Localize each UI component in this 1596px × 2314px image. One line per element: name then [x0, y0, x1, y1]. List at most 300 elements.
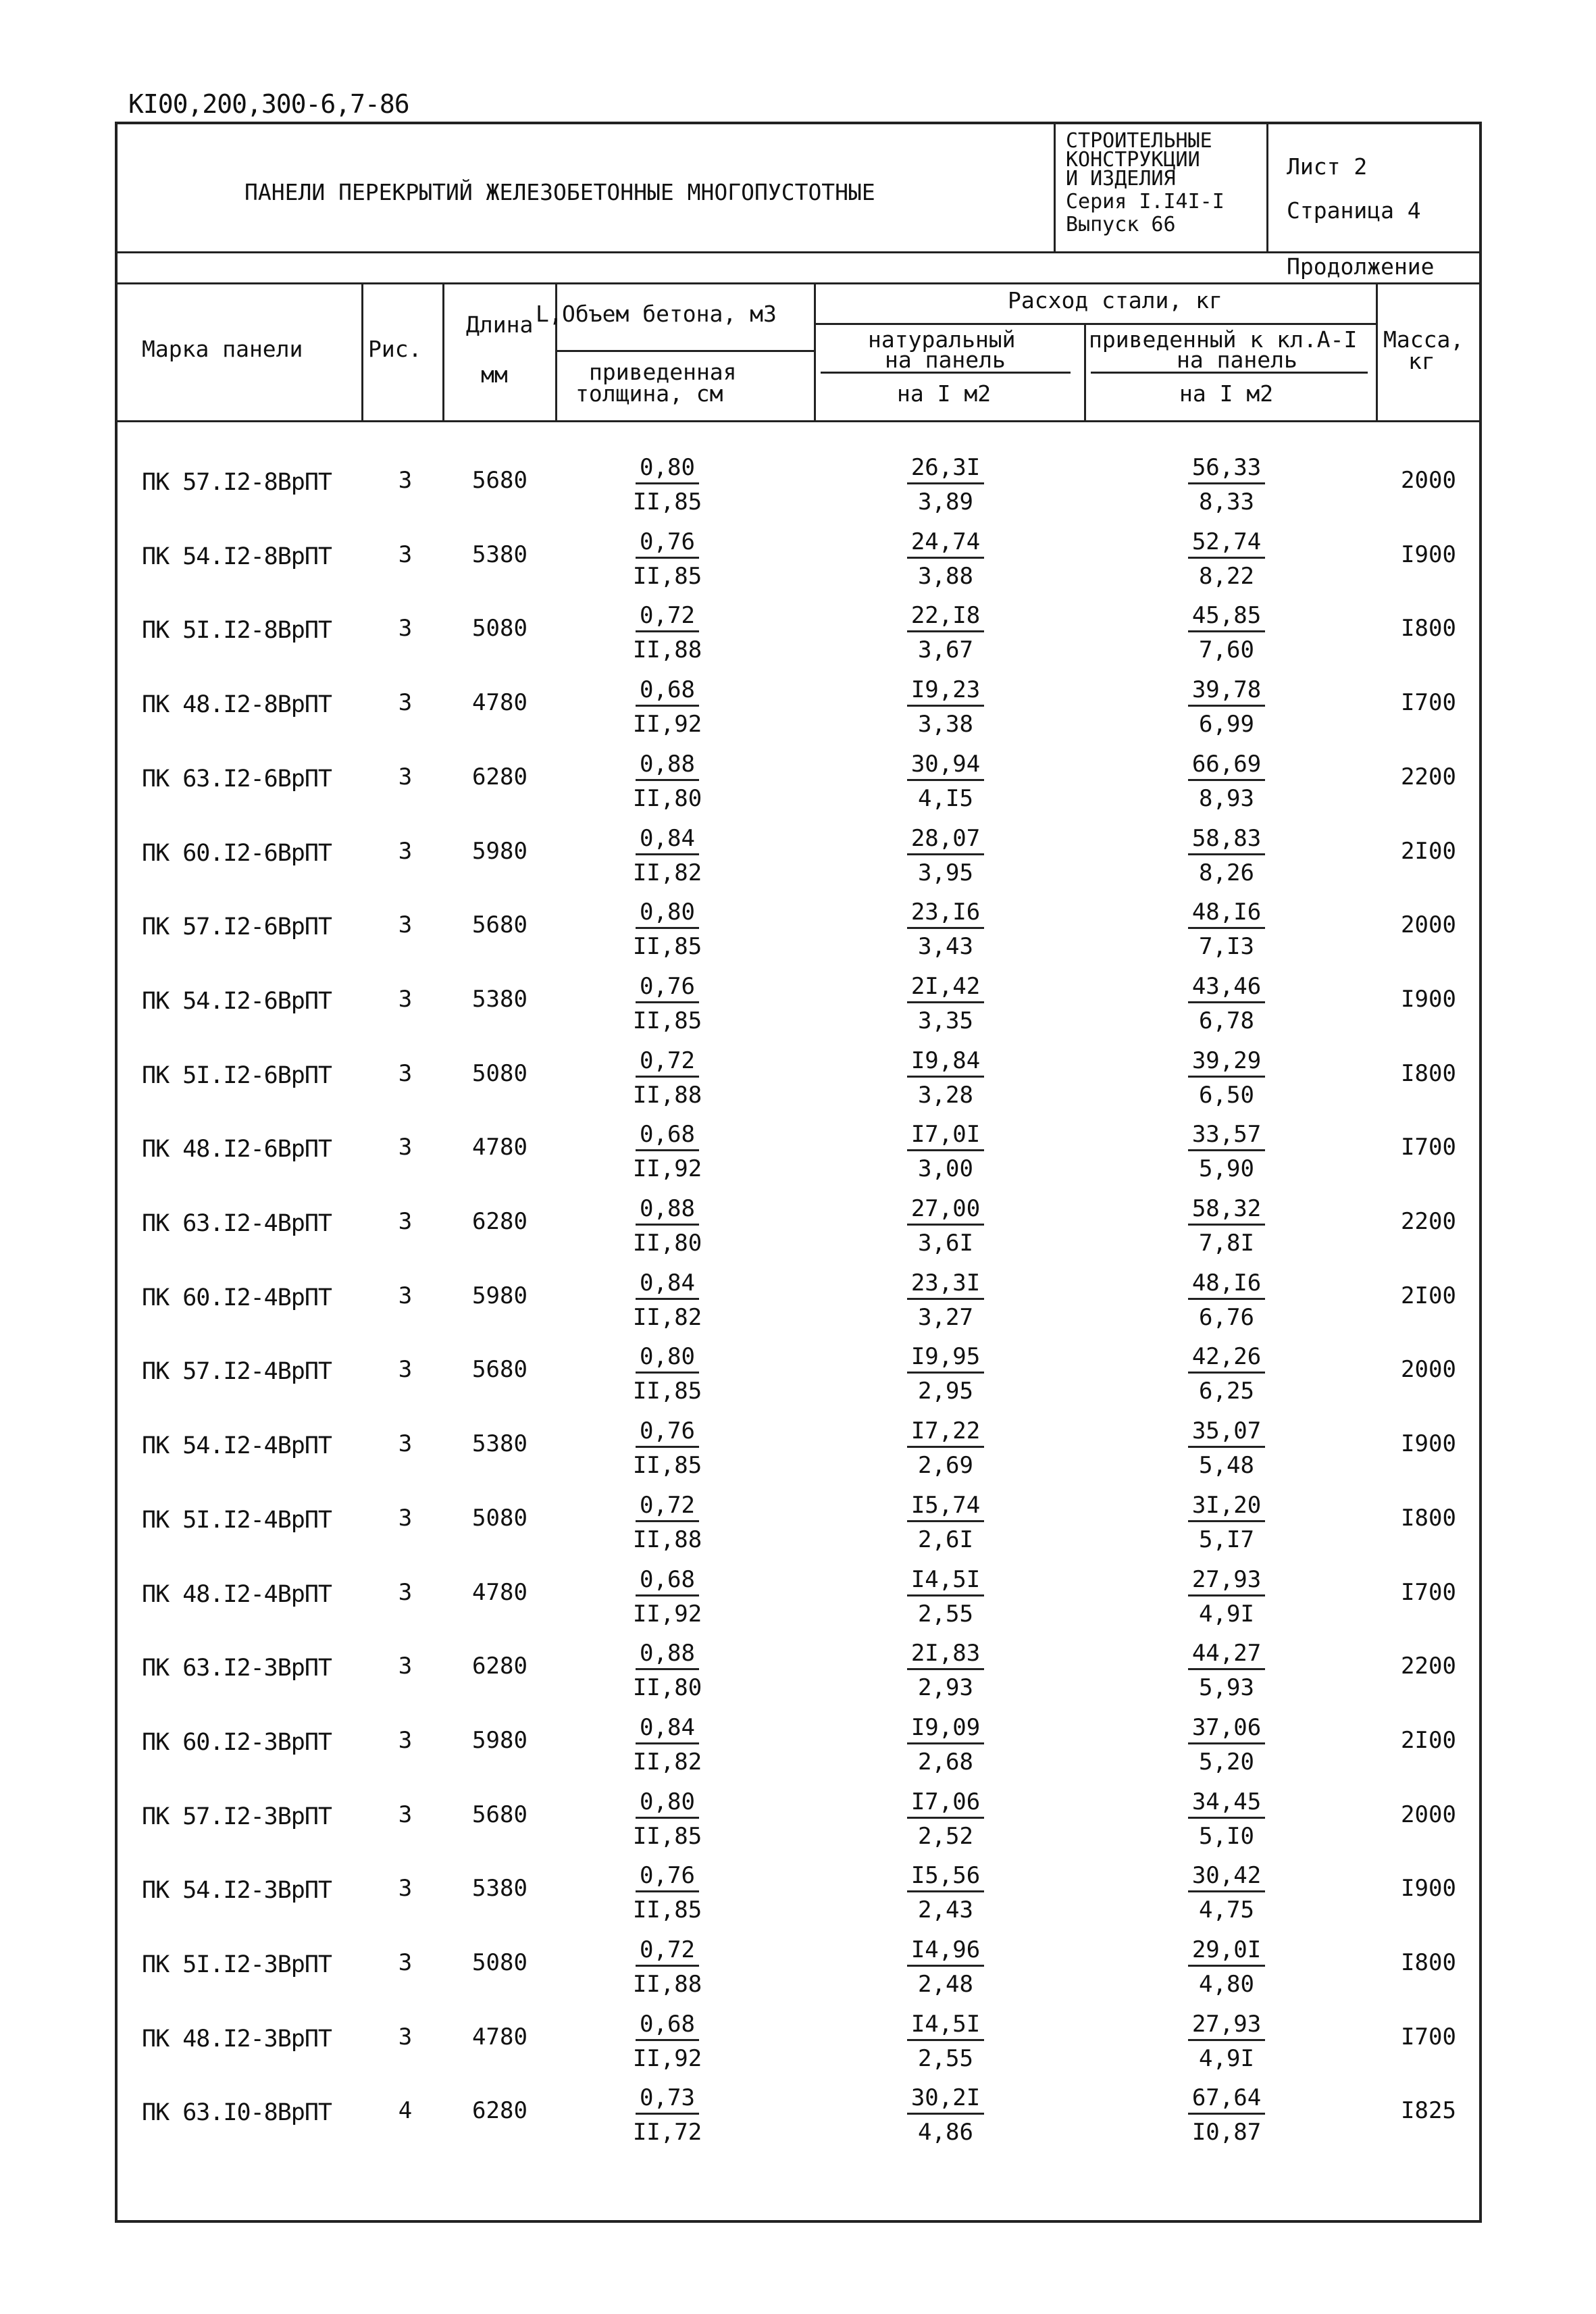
steel-reduced — [1159, 973, 1294, 1034]
series-line-2: КОНСТРУКЦИИ — [1066, 148, 1200, 172]
figure-number: 3 — [398, 1579, 413, 1606]
steel-natural-denominator: 2,55 — [918, 1601, 973, 1628]
concrete-volume — [600, 973, 735, 1034]
concrete-volume — [600, 825, 735, 886]
panel-length: 5980 — [472, 1282, 527, 1309]
steel-reduced-denominator: 5,I7 — [1199, 1526, 1254, 1553]
concrete-volume — [600, 1121, 735, 1182]
steel-reduced-denominator: 6,78 — [1199, 1007, 1254, 1034]
figure-number: 3 — [398, 1060, 413, 1087]
series-line-4: Серия I.I4I-I — [1066, 190, 1225, 213]
header-natural-2: на панель — [885, 347, 1006, 373]
steel-natural — [878, 676, 1013, 738]
steel-group-line — [814, 323, 1376, 325]
steel-natural-denominator: 3,43 — [918, 933, 973, 960]
concrete-volume — [600, 1936, 735, 1998]
panel-length: 5680 — [472, 467, 527, 494]
panel-mass: I800 — [1401, 615, 1456, 642]
panel-mark: ПК 5I.I2-6ВрПТ — [142, 1062, 332, 1089]
concrete-volume-denominator: II,80 — [632, 1230, 702, 1257]
panel-mark: ПК 63.I0-8ВрПТ — [142, 2099, 332, 2126]
steel-natural-denominator: 2,68 — [918, 1749, 973, 1776]
panel-mass: I825 — [1401, 2097, 1456, 2124]
concrete-volume-denominator: II,82 — [632, 859, 702, 886]
panel-mass: 2200 — [1401, 1208, 1456, 1235]
panel-mark: ПК 57.I2-6ВрПТ — [142, 913, 332, 940]
concrete-volume-denominator: II,85 — [632, 1452, 702, 1479]
concrete-volume-denominator: II,80 — [632, 785, 702, 812]
figure-number: 3 — [398, 1430, 413, 1457]
panel-length: 5980 — [472, 838, 527, 865]
steel-natural-numerator: 26,3I — [907, 454, 984, 484]
steel-reduced — [1159, 1566, 1294, 1628]
steel-reduced-numerator: 33,57 — [1188, 1121, 1265, 1151]
figure-number: 3 — [398, 1801, 413, 1828]
panel-mass: 2I00 — [1401, 838, 1456, 865]
document-title: ПАНЕЛИ ПЕРЕКРЫТИЙ ЖЕЛЕЗОБЕТОННЫЕ МНОГОПУСТОТНЫЕ — [244, 179, 875, 205]
header-natural-1: натуральный — [868, 326, 1016, 353]
concrete-volume — [600, 1269, 735, 1331]
concrete-volume — [600, 1195, 735, 1257]
panel-mark: ПК 60.I2-3ВрПТ — [142, 1729, 332, 1756]
steel-reduced-denominator: 7,60 — [1199, 636, 1254, 663]
panel-mass: I900 — [1401, 541, 1456, 568]
steel-reduced — [1159, 528, 1294, 590]
panel-mass: I900 — [1401, 1430, 1456, 1457]
header-length: Длина — [466, 311, 534, 338]
concrete-volume — [600, 1047, 735, 1109]
panel-length: 4780 — [472, 2023, 527, 2051]
concrete-volume-numerator: 0,68 — [636, 1566, 699, 1596]
steel-reduced-denominator: 4,75 — [1199, 1896, 1254, 1923]
figure-number: 3 — [398, 763, 413, 790]
steel-reduced-denominator: 5,I0 — [1199, 1823, 1254, 1850]
steel-reduced — [1159, 1788, 1294, 1850]
steel-natural — [878, 1195, 1013, 1257]
steel-natural-denominator: 4,I5 — [918, 785, 973, 812]
steel-natural — [878, 1047, 1013, 1109]
steel-natural-numerator: 28,07 — [907, 825, 984, 855]
panel-mass: 2I00 — [1401, 1282, 1456, 1309]
steel-natural-denominator: 3,6I — [918, 1230, 973, 1257]
concrete-volume-numerator: 0,68 — [636, 2011, 699, 2041]
panel-length: 4780 — [472, 1134, 527, 1161]
concrete-volume-numerator: 0,72 — [636, 1492, 699, 1522]
figure-number: 4 — [398, 2097, 413, 2124]
steel-natural — [878, 1714, 1013, 1776]
concrete-volume-numerator: 0,72 — [636, 1936, 699, 1967]
steel-natural-numerator: I4,5I — [907, 1566, 984, 1596]
steel-reduced-denominator: 5,93 — [1199, 1674, 1254, 1701]
steel-reduced-denominator: 6,25 — [1199, 1378, 1254, 1405]
concrete-volume — [600, 1492, 735, 1553]
steel-natural — [878, 2011, 1013, 2072]
sheet-number: Лист 2 — [1287, 153, 1368, 180]
steel-reduced-numerator: 37,06 — [1188, 1714, 1265, 1744]
steel-natural — [878, 973, 1013, 1034]
steel-natural — [878, 2084, 1013, 2146]
steel-reduced-numerator: 66,69 — [1188, 751, 1265, 781]
steel-reduced — [1159, 1936, 1294, 1998]
steel-reduced — [1159, 1417, 1294, 1479]
steel-reduced-denominator: 5,48 — [1199, 1452, 1254, 1479]
concrete-volume — [600, 2084, 735, 2146]
panel-mark: ПК 57.I2-4ВрПТ — [142, 1358, 332, 1385]
figure-number: 3 — [398, 2023, 413, 2051]
header-length-symbol: L, — [536, 301, 563, 327]
concrete-volume-denominator: II,85 — [632, 563, 702, 590]
header-thickness-1: приведенная — [589, 359, 737, 385]
panel-mark: ПК 54.I2-3ВрПТ — [142, 1877, 332, 1904]
panel-length: 5380 — [472, 1430, 527, 1457]
steel-natural-numerator: I9,95 — [907, 1343, 984, 1374]
header-volume: Объем бетона, м3 — [562, 301, 777, 327]
figure-number: 3 — [398, 615, 413, 642]
steel-natural — [878, 1492, 1013, 1553]
panel-mark: ПК 60.I2-4ВрПТ — [142, 1284, 332, 1311]
header-bottom-line — [115, 420, 1482, 422]
steel-reduced — [1159, 751, 1294, 812]
panel-mass: I700 — [1401, 1579, 1456, 1606]
steel-reduced-numerator: 45,85 — [1188, 602, 1265, 632]
figure-number: 3 — [398, 541, 413, 568]
panel-length: 5080 — [472, 1060, 527, 1087]
concrete-volume — [600, 1788, 735, 1850]
series-line-5: Выпуск 66 — [1066, 213, 1176, 236]
steel-reduced-denominator: 8,93 — [1199, 785, 1254, 812]
figure-number: 3 — [398, 1356, 413, 1383]
panel-mark: ПК 5I.I2-8ВрПТ — [142, 617, 332, 644]
steel-natural-denominator: 2,48 — [918, 1971, 973, 1998]
header-mass-1: Масса, — [1383, 326, 1464, 353]
concrete-volume-numerator: 0,68 — [636, 676, 699, 707]
figure-number: 3 — [398, 1727, 413, 1754]
concrete-volume-numerator: 0,73 — [636, 2084, 699, 2115]
steel-natural-denominator: 3,27 — [918, 1304, 973, 1331]
figure-number: 3 — [398, 986, 413, 1013]
panel-mark: ПК 48.I2-4ВрПТ — [142, 1581, 332, 1608]
figure-number: 3 — [398, 1653, 413, 1680]
steel-natural-numerator: 2I,42 — [907, 973, 984, 1003]
concrete-volume-numerator: 0,88 — [636, 1640, 699, 1670]
col-divider-natural — [814, 282, 816, 420]
panel-length: 5380 — [472, 1875, 527, 1902]
steel-natural-numerator: 24,74 — [907, 528, 984, 559]
steel-natural-denominator: 3,38 — [918, 711, 973, 738]
figure-number: 3 — [398, 1282, 413, 1309]
steel-reduced-denominator: 4,9I — [1199, 1601, 1254, 1628]
concrete-volume-numerator: 0,80 — [636, 899, 699, 929]
panel-mark: ПК 57.I2-3ВрПТ — [142, 1803, 332, 1830]
concrete-volume-numerator: 0,88 — [636, 1195, 699, 1226]
col-divider-reduced — [1084, 323, 1086, 420]
panel-mass: I900 — [1401, 986, 1456, 1013]
steel-reduced — [1159, 1714, 1294, 1776]
steel-reduced-numerator: 43,46 — [1188, 973, 1265, 1003]
concrete-volume-denominator: II,88 — [632, 1082, 702, 1109]
steel-reduced-denominator: 8,26 — [1199, 859, 1254, 886]
steel-reduced — [1159, 454, 1294, 515]
continuation-line — [115, 282, 1482, 284]
panel-mark: ПК 63.I2-6ВрПТ — [142, 765, 332, 793]
panel-length: 5680 — [472, 911, 527, 938]
panel-length: 6280 — [472, 2097, 527, 2124]
steel-reduced — [1159, 2011, 1294, 2072]
continuation-label: Продолжение — [1287, 253, 1435, 280]
concrete-volume-numerator: 0,68 — [636, 1121, 699, 1151]
concrete-volume-denominator: II,88 — [632, 1526, 702, 1553]
panel-length: 6280 — [472, 1208, 527, 1235]
concrete-volume-denominator: II,82 — [632, 1304, 702, 1331]
panel-mark: ПК 63.I2-4ВрПТ — [142, 1210, 332, 1237]
col-divider-fig — [361, 282, 363, 420]
steel-natural — [878, 1269, 1013, 1331]
steel-natural-numerator: I7,06 — [907, 1788, 984, 1819]
volume-sub-line — [555, 350, 814, 352]
steel-natural-denominator: 3,88 — [918, 563, 973, 590]
steel-natural-denominator: 3,89 — [918, 488, 973, 515]
concrete-volume — [600, 1566, 735, 1628]
concrete-volume-numerator: 0,72 — [636, 602, 699, 632]
header-steel: Расход стали, кг — [1008, 287, 1222, 313]
steel-natural-numerator: I5,56 — [907, 1862, 984, 1892]
panel-mark: ПК 5I.I2-3ВрПТ — [142, 1951, 332, 1978]
steel-natural-numerator: 23,I6 — [907, 899, 984, 929]
concrete-volume-denominator: II,85 — [632, 1378, 702, 1405]
steel-natural-denominator: 2,6I — [918, 1526, 973, 1553]
concrete-volume — [600, 528, 735, 590]
steel-reduced — [1159, 1269, 1294, 1331]
steel-natural-numerator: I5,74 — [907, 1492, 984, 1522]
header-reduced-2: на панель — [1177, 347, 1297, 373]
steel-reduced-numerator: 30,42 — [1188, 1862, 1265, 1892]
steel-reduced — [1159, 1640, 1294, 1701]
header-thickness-2: толщина, см — [575, 380, 723, 407]
panel-mass: 2200 — [1401, 1653, 1456, 1680]
steel-natural-numerator: 2I,83 — [907, 1640, 984, 1670]
concrete-volume — [600, 1862, 735, 1923]
concrete-volume — [600, 454, 735, 515]
steel-reduced-denominator: 4,80 — [1199, 1971, 1254, 1998]
steel-reduced-numerator: 27,93 — [1188, 2011, 1265, 2041]
concrete-volume-denominator: II,85 — [632, 488, 702, 515]
concrete-volume-numerator: 0,80 — [636, 1788, 699, 1819]
concrete-volume-numerator: 0,84 — [636, 825, 699, 855]
steel-natural-numerator: I7,22 — [907, 1417, 984, 1448]
concrete-volume — [600, 751, 735, 812]
steel-natural-numerator: I7,0I — [907, 1121, 984, 1151]
panel-mark: ПК 5I.I2-4ВрПТ — [142, 1507, 332, 1534]
figure-number: 3 — [398, 1949, 413, 1976]
header-mark: Марка панели — [142, 336, 303, 362]
steel-natural — [878, 454, 1013, 515]
concrete-volume-denominator: II,85 — [632, 1896, 702, 1923]
steel-reduced-numerator: 58,32 — [1188, 1195, 1265, 1226]
panel-length: 4780 — [472, 1579, 527, 1606]
concrete-volume — [600, 676, 735, 738]
steel-reduced-numerator: 58,83 — [1188, 825, 1265, 855]
col-divider-length — [442, 282, 444, 420]
series-line-3: И ИЗДЕЛИЯ — [1066, 167, 1176, 191]
steel-reduced-numerator: 35,07 — [1188, 1417, 1265, 1448]
concrete-volume-numerator: 0,76 — [636, 528, 699, 559]
header-length-unit: мм — [481, 361, 508, 388]
steel-natural — [878, 602, 1013, 663]
steel-natural-numerator: 27,00 — [907, 1195, 984, 1226]
steel-reduced-denominator: 6,50 — [1199, 1082, 1254, 1109]
panel-length: 5380 — [472, 986, 527, 1013]
panel-length: 5080 — [472, 1949, 527, 1976]
steel-natural-denominator: 3,95 — [918, 859, 973, 886]
steel-reduced — [1159, 1492, 1294, 1553]
title-block-divider-2 — [1266, 122, 1268, 251]
concrete-volume-numerator: 0,88 — [636, 751, 699, 781]
steel-natural-numerator: I9,23 — [907, 676, 984, 707]
steel-reduced-numerator: 42,26 — [1188, 1343, 1265, 1374]
panel-mark: ПК 60.I2-6ВрПТ — [142, 840, 332, 867]
steel-reduced-numerator: 34,45 — [1188, 1788, 1265, 1819]
panel-mass: I800 — [1401, 1949, 1456, 1976]
steel-natural-denominator: 4,86 — [918, 2119, 973, 2146]
steel-natural-numerator: I9,09 — [907, 1714, 984, 1744]
steel-reduced-denominator: 7,I3 — [1199, 933, 1254, 960]
concrete-volume-denominator: II,85 — [632, 1823, 702, 1850]
concrete-volume-denominator: II,85 — [632, 933, 702, 960]
concrete-volume-numerator: 0,76 — [636, 1862, 699, 1892]
steel-reduced — [1159, 1047, 1294, 1109]
concrete-volume-numerator: 0,80 — [636, 1343, 699, 1374]
concrete-volume — [600, 1640, 735, 1701]
concrete-volume — [600, 602, 735, 663]
title-block-bottom-line — [115, 251, 1482, 253]
series-line-1: СТРОИТЕЛЬНЫЕ — [1066, 129, 1212, 153]
steel-natural — [878, 751, 1013, 812]
steel-natural-numerator: I4,96 — [907, 1936, 984, 1967]
concrete-volume-numerator: 0,76 — [636, 1417, 699, 1448]
steel-reduced-denominator: I0,87 — [1191, 2119, 1262, 2146]
steel-reduced-denominator: 5,90 — [1199, 1155, 1254, 1182]
panel-length: 5680 — [472, 1801, 527, 1828]
panel-length: 6280 — [472, 763, 527, 790]
col-divider-mass — [1376, 282, 1378, 420]
panel-mass: I800 — [1401, 1060, 1456, 1087]
steel-natural — [878, 1936, 1013, 1998]
panel-length: 6280 — [472, 1653, 527, 1680]
concrete-volume — [600, 1343, 735, 1405]
concrete-volume-numerator: 0,80 — [636, 454, 699, 484]
steel-natural — [878, 899, 1013, 960]
steel-natural — [878, 1862, 1013, 1923]
concrete-volume-denominator: II,85 — [632, 1007, 702, 1034]
concrete-volume-numerator: 0,84 — [636, 1714, 699, 1744]
steel-natural-numerator: I4,5I — [907, 2011, 984, 2041]
figure-number: 3 — [398, 689, 413, 716]
steel-reduced — [1159, 899, 1294, 960]
steel-natural — [878, 1121, 1013, 1182]
concrete-volume-denominator: II,88 — [632, 636, 702, 663]
steel-reduced — [1159, 2084, 1294, 2146]
steel-reduced-numerator: 44,27 — [1188, 1640, 1265, 1670]
panel-mass: I900 — [1401, 1875, 1456, 1902]
figure-number: 3 — [398, 911, 413, 938]
panel-mass: 2000 — [1401, 1801, 1456, 1828]
panel-mark: ПК 48.I2-8ВрПТ — [142, 691, 332, 718]
figure-number: 3 — [398, 467, 413, 494]
concrete-volume-numerator: 0,84 — [636, 1269, 699, 1300]
concrete-volume-denominator: II,92 — [632, 711, 702, 738]
document-code: KI00,200,300-6,7-86 — [128, 89, 409, 119]
panel-mass: 2200 — [1401, 763, 1456, 790]
concrete-volume-denominator: II,92 — [632, 2045, 702, 2072]
panel-length: 5680 — [472, 1356, 527, 1383]
steel-reduced — [1159, 1862, 1294, 1923]
page-number: Страница 4 — [1287, 197, 1421, 224]
steel-reduced-denominator: 8,22 — [1199, 563, 1254, 590]
concrete-volume-denominator: II,72 — [632, 2119, 702, 2146]
steel-natural-numerator: 30,2I — [907, 2084, 984, 2115]
steel-natural — [878, 528, 1013, 590]
steel-reduced-numerator: 3I,20 — [1188, 1492, 1265, 1522]
header-reduced-per-m2: на I м2 — [1179, 380, 1274, 407]
steel-reduced-denominator: 6,99 — [1199, 711, 1254, 738]
steel-reduced-numerator: 29,0I — [1188, 1936, 1265, 1967]
steel-natural-numerator: 22,I8 — [907, 602, 984, 632]
concrete-volume-numerator: 0,72 — [636, 1047, 699, 1078]
steel-natural-numerator: 30,94 — [907, 751, 984, 781]
steel-reduced-denominator: 8,33 — [1199, 488, 1254, 515]
figure-number: 3 — [398, 1208, 413, 1235]
steel-reduced-numerator: 67,64 — [1188, 2084, 1265, 2115]
concrete-volume-denominator: II,80 — [632, 1674, 702, 1701]
steel-reduced-numerator: 48,I6 — [1188, 899, 1265, 929]
steel-natural-denominator: 3,35 — [918, 1007, 973, 1034]
figure-number: 3 — [398, 1505, 413, 1532]
steel-natural-denominator: 2,93 — [918, 1674, 973, 1701]
steel-reduced — [1159, 1121, 1294, 1182]
header-reduced-1: приведенный к кл.А-I — [1089, 326, 1358, 353]
title-block-divider-1 — [1054, 122, 1056, 251]
concrete-volume-denominator: II,88 — [632, 1971, 702, 1998]
steel-natural-denominator: 3,28 — [918, 1082, 973, 1109]
panel-mark: ПК 54.I2-4ВрПТ — [142, 1432, 332, 1459]
panel-mark: ПК 54.I2-6ВрПТ — [142, 988, 332, 1015]
steel-natural-denominator: 2,52 — [918, 1823, 973, 1850]
steel-natural — [878, 1417, 1013, 1479]
panel-mark: ПК 57.I2-8ВрПТ — [142, 469, 332, 496]
panel-mass: 2000 — [1401, 467, 1456, 494]
steel-reduced-numerator: 56,33 — [1188, 454, 1265, 484]
steel-reduced-denominator: 7,8I — [1199, 1230, 1254, 1257]
steel-reduced — [1159, 825, 1294, 886]
panel-length: 4780 — [472, 689, 527, 716]
steel-natural — [878, 1566, 1013, 1628]
steel-reduced-denominator: 4,9I — [1199, 2045, 1254, 2072]
steel-reduced — [1159, 1343, 1294, 1405]
steel-reduced-numerator: 39,78 — [1188, 676, 1265, 707]
steel-reduced — [1159, 1195, 1294, 1257]
steel-reduced-denominator: 5,20 — [1199, 1749, 1254, 1776]
panel-length: 5980 — [472, 1727, 527, 1754]
steel-natural — [878, 1788, 1013, 1850]
steel-natural-numerator: 23,3I — [907, 1269, 984, 1300]
concrete-volume-denominator: II,82 — [632, 1749, 702, 1776]
concrete-volume-denominator: II,92 — [632, 1155, 702, 1182]
panel-mass: 2000 — [1401, 911, 1456, 938]
concrete-volume — [600, 1417, 735, 1479]
steel-natural — [878, 825, 1013, 886]
steel-natural-denominator: 2,55 — [918, 2045, 973, 2072]
steel-reduced-numerator: 48,I6 — [1188, 1269, 1265, 1300]
